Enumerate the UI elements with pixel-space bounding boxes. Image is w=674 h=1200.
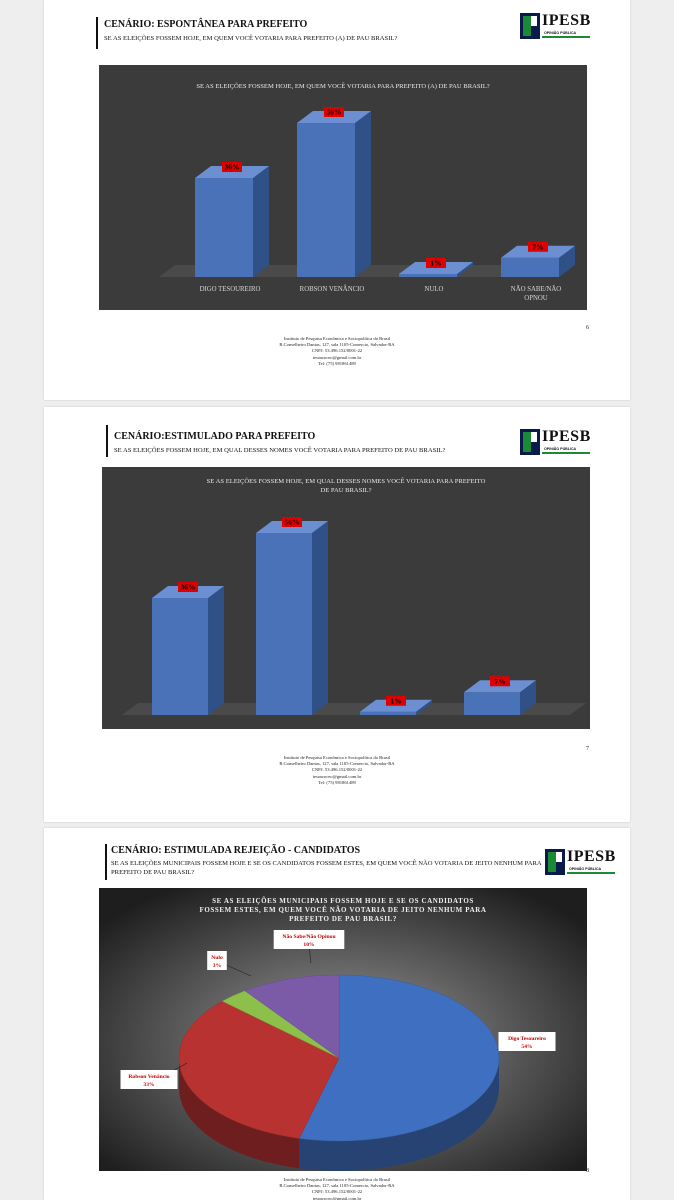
bar: [360, 712, 416, 715]
bar: [501, 258, 559, 277]
logo-mark-icon: [545, 849, 565, 875]
slice-value-label: 3%: [212, 963, 222, 969]
bar-value-label: 1%: [390, 696, 402, 706]
bar: [464, 692, 520, 715]
logo-name: IPESB: [542, 428, 591, 445]
bar: [195, 178, 253, 277]
chart-2: [102, 467, 590, 729]
footer-line-4: tesouroceo@gmail.com.br: [312, 773, 362, 779]
logo-name: IPESB: [542, 12, 591, 29]
footer: [44, 1177, 630, 1200]
logo-tagline: OPINIÃO PÚBLICA: [544, 31, 577, 35]
slice-name-label: Digo Tesoureiro: [508, 1036, 546, 1042]
slice-value-label: 33%: [143, 1082, 155, 1088]
footer: [44, 755, 630, 786]
ipesb-logo: [545, 848, 617, 878]
footer-line-5: Tel: (75) 981861489: [318, 779, 356, 785]
footer-line-3: CNPJ: 53.496.152/0001-22: [311, 767, 363, 773]
category-label: NULO: [424, 286, 444, 293]
footer-line-3: CNPJ: 53.496.152/0001-22: [311, 1189, 363, 1195]
footer-line-2: R.Conselheiro Dantas, 127, sala 1105-Comercio, Salvador-BA: [279, 1183, 395, 1189]
chart-title-line: DE PAU BRASIL?: [320, 487, 372, 494]
chart-3: [99, 888, 587, 1171]
category-label: DIGO TESOUREIRO: [199, 286, 261, 293]
bar: [152, 598, 208, 715]
footer-line-3: CNPJ: 53.496.152/0001-22: [311, 348, 363, 354]
bar-value-label: 1%: [430, 258, 442, 268]
page-title: CENÁRIO: ESTIMULADA REJEIÇÃO - CANDIDATOS: [111, 845, 361, 856]
bar-value-label: 56%: [284, 517, 300, 527]
report-page-7: [44, 407, 630, 822]
bar-chart-1-svg: [99, 65, 587, 310]
bar-side: [355, 111, 371, 277]
logo-mark-icon: [520, 13, 540, 39]
bar: [399, 274, 457, 277]
slice-value-label: 54%: [521, 1044, 533, 1050]
bar-value-label: 7%: [494, 676, 506, 686]
footer-line-1: Instituto de Pesquisa Econômica e Sociopolítica do Brasil: [283, 1177, 391, 1182]
category-label: ROBSON VENÂNCIO: [299, 286, 365, 293]
chart-title-line: SE AS ELEIÇÕES FOSSEM HOJE, EM QUAL DESSES NOMES VOCÊ VOTARIA PARA PREFEITO: [206, 478, 486, 485]
header-accent-bar: [105, 844, 107, 880]
footer-line-1: Instituto de Pesquisa Econômica e Sociopolítica do Brasil: [283, 755, 391, 760]
slice-name-label: Nulo: [211, 955, 223, 961]
logo-mark-icon: [520, 429, 540, 455]
bar-chart-2-svg: [102, 467, 590, 729]
logo-tagline: OPINIÃO PÚBLICA: [569, 867, 602, 871]
report-page-8: [44, 828, 630, 1200]
footer-line-1: Instituto de Pesquisa Econômica e Sociopolítica do Brasil: [283, 336, 391, 341]
page-number: 8: [586, 1168, 589, 1174]
header-accent-bar: [96, 17, 98, 49]
chart-title-line: FOSSEM ESTES, EM QUEM VOCÊ NÃO VOTARIA DE JEITO NENHUM PARA: [199, 906, 487, 914]
page-number: 7: [586, 746, 589, 752]
chart-title-line: SE AS ELEIÇÕES FOSSEM HOJE, EM QUEM VOCÊ VOTARIA PARA PREFEITO (A) DE PAU BRASIL?: [196, 83, 490, 90]
bar: [256, 533, 312, 715]
slice-value-label: 10%: [303, 942, 315, 948]
footer-line-2: R.Conselheiro Dantas, 127, sala 1105-Comercio, Salvador-BA: [279, 342, 395, 348]
page-number: 6: [586, 325, 589, 331]
bar-side: [253, 166, 269, 277]
ipesb-logo: [520, 12, 592, 42]
footer-line-4: tesouroceo@gmail.com.br: [312, 354, 362, 360]
slice-name-label: Não Sabe/Não Opinou: [282, 934, 336, 940]
footer-line-4: tesouroceo@gmail.com.br: [312, 1195, 362, 1200]
bar-side: [312, 521, 328, 715]
page-title: CENÁRIO: ESPONTÂNEA PARA PREFEITO: [104, 19, 308, 30]
bar-value-label: 7%: [532, 242, 544, 252]
footer-line-2: R.Conselheiro Dantas, 127, sala 1105-Comercio, Salvador-BA: [279, 761, 395, 767]
page-title: CENÁRIO:ESTIMULADO PARA PREFEITO: [114, 431, 316, 442]
report-page-6: [44, 0, 630, 400]
bar-value-label: 56%: [326, 107, 342, 117]
bar-side: [208, 586, 224, 715]
logo-tagline: OPINIÃO PÚBLICA: [544, 447, 577, 451]
footer: [44, 336, 630, 367]
logo-underline: [567, 872, 615, 874]
bar: [297, 123, 355, 277]
pie-chart-svg: [99, 888, 587, 1171]
chart-title-line: SE AS ELEIÇÕES MUNICIPAIS FOSSEM HOJE E SE OS CANDIDATOS: [212, 897, 474, 905]
footer-line-5: Tel: (75) 981861489: [318, 360, 356, 366]
page-subtitle: SE AS ELEIÇÕES MUNICIPAIS FOSSEM HOJE E SE OS CANDIDATOS FOSSEM ESTES, EM QUEM VOCÊ NÃO VOTARIA DE JEITO NENHUM PARA PREFEITO DE PAU BRASIL?: [111, 860, 542, 876]
bar-value-label: 36%: [180, 582, 196, 592]
ipesb-logo: [520, 428, 592, 458]
chart-title-line: PREFEITO DE PAU BRASIL?: [289, 915, 397, 923]
chart-1: [99, 65, 587, 310]
header-accent-bar: [106, 425, 108, 457]
logo-underline: [542, 36, 590, 38]
category-label: OPNOU: [524, 295, 548, 302]
logo-underline: [542, 452, 590, 454]
page-subtitle: SE AS ELEIÇÕES FOSSEM HOJE, EM QUEM VOCÊ VOTARIA PARA PREFEITO (A) DE PAU BRASIL?: [104, 35, 398, 42]
logo-name: IPESB: [567, 848, 616, 865]
page-subtitle: SE AS ELEIÇÕES FOSSEM HOJE, EM QUAL DESSES NOMES VOCÊ VOTARIA PARA PREFEITO DE PAU BRASIL?: [114, 447, 446, 454]
bar-value-label: 36%: [224, 162, 240, 172]
slice-name-label: Robson Venâncio: [128, 1074, 170, 1080]
category-label: NÃO SABE/NÃO: [510, 286, 562, 293]
